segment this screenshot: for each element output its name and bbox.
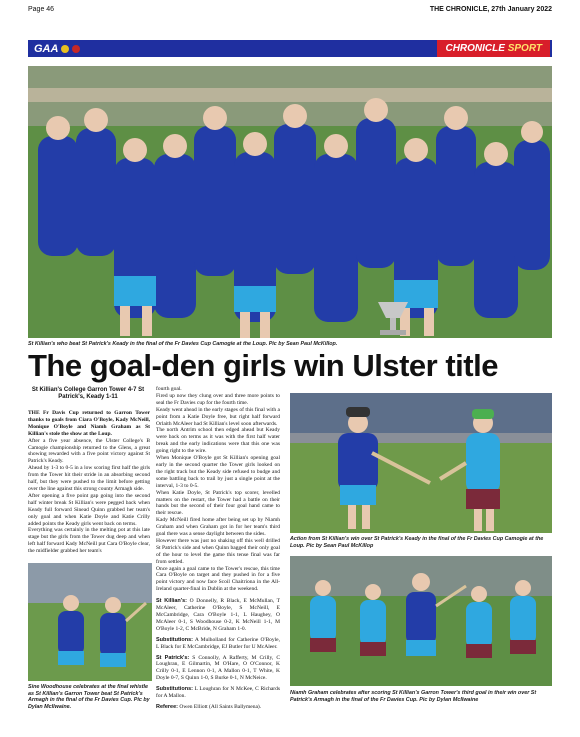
article-paragraph: However there was just no shaking off this well drilled St Patrick's side and when Quinn bagged their only goal of the hour to level the game this tense final was far from settled.: [156, 537, 280, 565]
article-paragraph: The north Antrim school then edged ahead but Keady were back on terms as it was with the first half water break and the early indications were that this one was going right to the wire.: [156, 427, 280, 455]
chronicle-sport-logo: [437, 40, 550, 57]
lineup-line: [156, 655, 280, 683]
lineup-line: [156, 704, 280, 711]
celebration-photo-left: [28, 563, 152, 681]
action-photo-top-caption: Action from St Killian's win over St Patrick's Keady in the final of the Fr Davies Cup Camogie at the Loup. Pic by Sean Paul McKillop: [290, 536, 544, 549]
celebration-photo-left-illustration: [28, 563, 152, 681]
team-lineups: [156, 598, 280, 711]
main-photo-caption: St Killian's who beat St Patrick's Keady in the final of the Fr Davies Cup Camogie at the Loup. Pic by Sean Paul McKillop.: [28, 341, 338, 347]
celebration-photo-left-caption: Sine Woodhouse celebrates at the final whistle as St Killian's Garron Tower beat St Patrick's Armagh in the final of the Fr Davies Cup. Pic by Dylan McIlwaine.: [28, 684, 150, 710]
article-paragraph: Keady went ahead in the early stages of this final with a point from a Katie Doyle free, but right half forward Orlaith McAleer had St Killian's level soon afterwards.: [156, 406, 280, 427]
article-paragraph: When Monique O'Boyle got St Killian's opening goal early in the second quarter the Tower girls looked on the right track but the Keady side refused to budge and some battling back to trail by just a single point at the interval, 1-3 to 0-5.: [156, 455, 280, 489]
lineup-label: Referee:: [156, 703, 179, 710]
lineup-label: St Killian's:: [156, 598, 187, 605]
page-header: [28, 6, 552, 13]
article-paragraph: After a five year absence, the Ulster College's B Camogie championship returned to the Glens, a great showing rewarded with a five point victory against St Patrick's Keady.: [28, 437, 150, 465]
section-banner: [28, 40, 552, 57]
paper-date: THE CHRONICLE, 27th January 2022: [429, 6, 552, 13]
lineup-line: [156, 598, 280, 633]
article-column-2: [156, 386, 280, 711]
lineup-label: St Patrick's:: [156, 654, 190, 661]
football-icon: [61, 45, 69, 53]
article-paragraph: Once again a goal came to the Tower's rescue, this time Cara O'Boyle on target and they pushed in for a five point victory and now face Scoil Chaitriona in the All-Ireland quarter-final in Dublin at the weekend.: [156, 565, 280, 593]
lineup-label: Substitutions:: [156, 636, 193, 643]
gaa-label: GAA: [34, 42, 59, 55]
team-photo-illustration: [28, 66, 552, 338]
lineup-label: Substitutions:: [156, 686, 193, 693]
sliotar-icon: [72, 45, 80, 53]
article-paragraph: When Katie Doyle, St Patrick's top scorer, levelled matters on the restart, the Tower had a battle on their hands but the second of their four goal hand came to their rescue.: [156, 489, 280, 517]
sport-label: SPORT: [507, 43, 542, 54]
lineup-text: L Loughran for N McKee, C Richards for A Mallon.: [156, 686, 281, 700]
article-paragraph: Ahead by 1-3 to 0-5 in a low scoring first half the girls from the Tower hit their stride in an absorbing second half, but they were pushed to the limit before getting over the line against this strong county Armagh side.: [28, 465, 150, 492]
lineup-text: Owen Elliott (All Saints Ballymena).: [179, 703, 262, 710]
lineup-text: S Connolly, A Rafferty, M Crilly, C Loughran, E Gilmartin, M O'Hare, O O'Connor, K Crilly 0-1, E Lennon 0-1, A Mallon 0-1, T White, K Doyle 0-7, S Quinn 1-0, S Burke 0-1, N McNeice.: [156, 654, 280, 682]
page-number: Page 46: [28, 6, 55, 13]
article-paragraph: Kady McNeill fired home after being set up by Niamh Graham and when Graham got in for her team's third goal there was a sense daylight between the sides.: [156, 517, 280, 538]
team-photo: [28, 66, 552, 338]
lineup-text: A Mulholland for Catherine O'Boyle, L Black for E McCambridge, EJ Butler for U McAleer.: [156, 636, 280, 650]
gaa-logo: [28, 43, 80, 55]
headline: The goal-den girls win Ulster title: [28, 348, 498, 383]
celebration-photo-right-illustration: [290, 556, 552, 686]
article-paragraph: After opening a five point gap going into the second half winter break St Killian's were pegged back when Keady full forward Sinead Quinn grabbed her team's only goal and when Katie Doyle and Katie Crilly added points the Keady girls went back on terms.: [28, 492, 150, 527]
chronicle-label: CHRONICLE: [445, 43, 505, 54]
action-photo-top: [290, 393, 552, 533]
article-column-1: [28, 410, 150, 555]
subheadline: St Killian's College Garron Tower 4-7 St Patrick's, Keady 1-11: [31, 387, 145, 401]
lineup-line: [156, 637, 280, 651]
lineup-text: O Donnelly, R Black, E McMullan, T McAleer, Catherine O'Boyle, S McNeill, E McCambridge, Cara O'Boyle 1-1, L Haughey, O McAleer 0-1, S Woodhouse 0-2, K McNeill 1-1, M O'Boyle 1-2, C McBride, N Graham 1-0.: [156, 598, 281, 632]
article-paragraph: fourth goal.: [156, 386, 182, 392]
action-photo-top-illustration: [290, 393, 552, 533]
article-lead: THE Fr Davis Cup returned to Garron Tower thanks to goals from Ciara O'Boyle, Kady McNeill, Monique O'Boyle and Niamh Graham as St Killian's stole the show at the Loup.: [28, 410, 150, 437]
article-paragraph: Everything was certainly in the melting pot at this late stage but the girls from the Tower dug deep and when left half forward Kady McNeill put Cara O'Boyle clear, the midfielder grabbed her team's: [28, 527, 150, 555]
lineup-line: [156, 686, 280, 700]
celebration-photo-right-caption: Niamh Graham celebrates after scoring St Killian's Garron Tower's third goal in their win over St Patrick's Armagh in the final of the Fr Davies Cup. Pic by Dylan McIlwaine: [290, 690, 537, 703]
celebration-photo-right: [290, 556, 552, 686]
article-paragraph: Fired up now they clung over and three more points to seal the Fr Davies cup for the fourth time.: [156, 392, 280, 406]
